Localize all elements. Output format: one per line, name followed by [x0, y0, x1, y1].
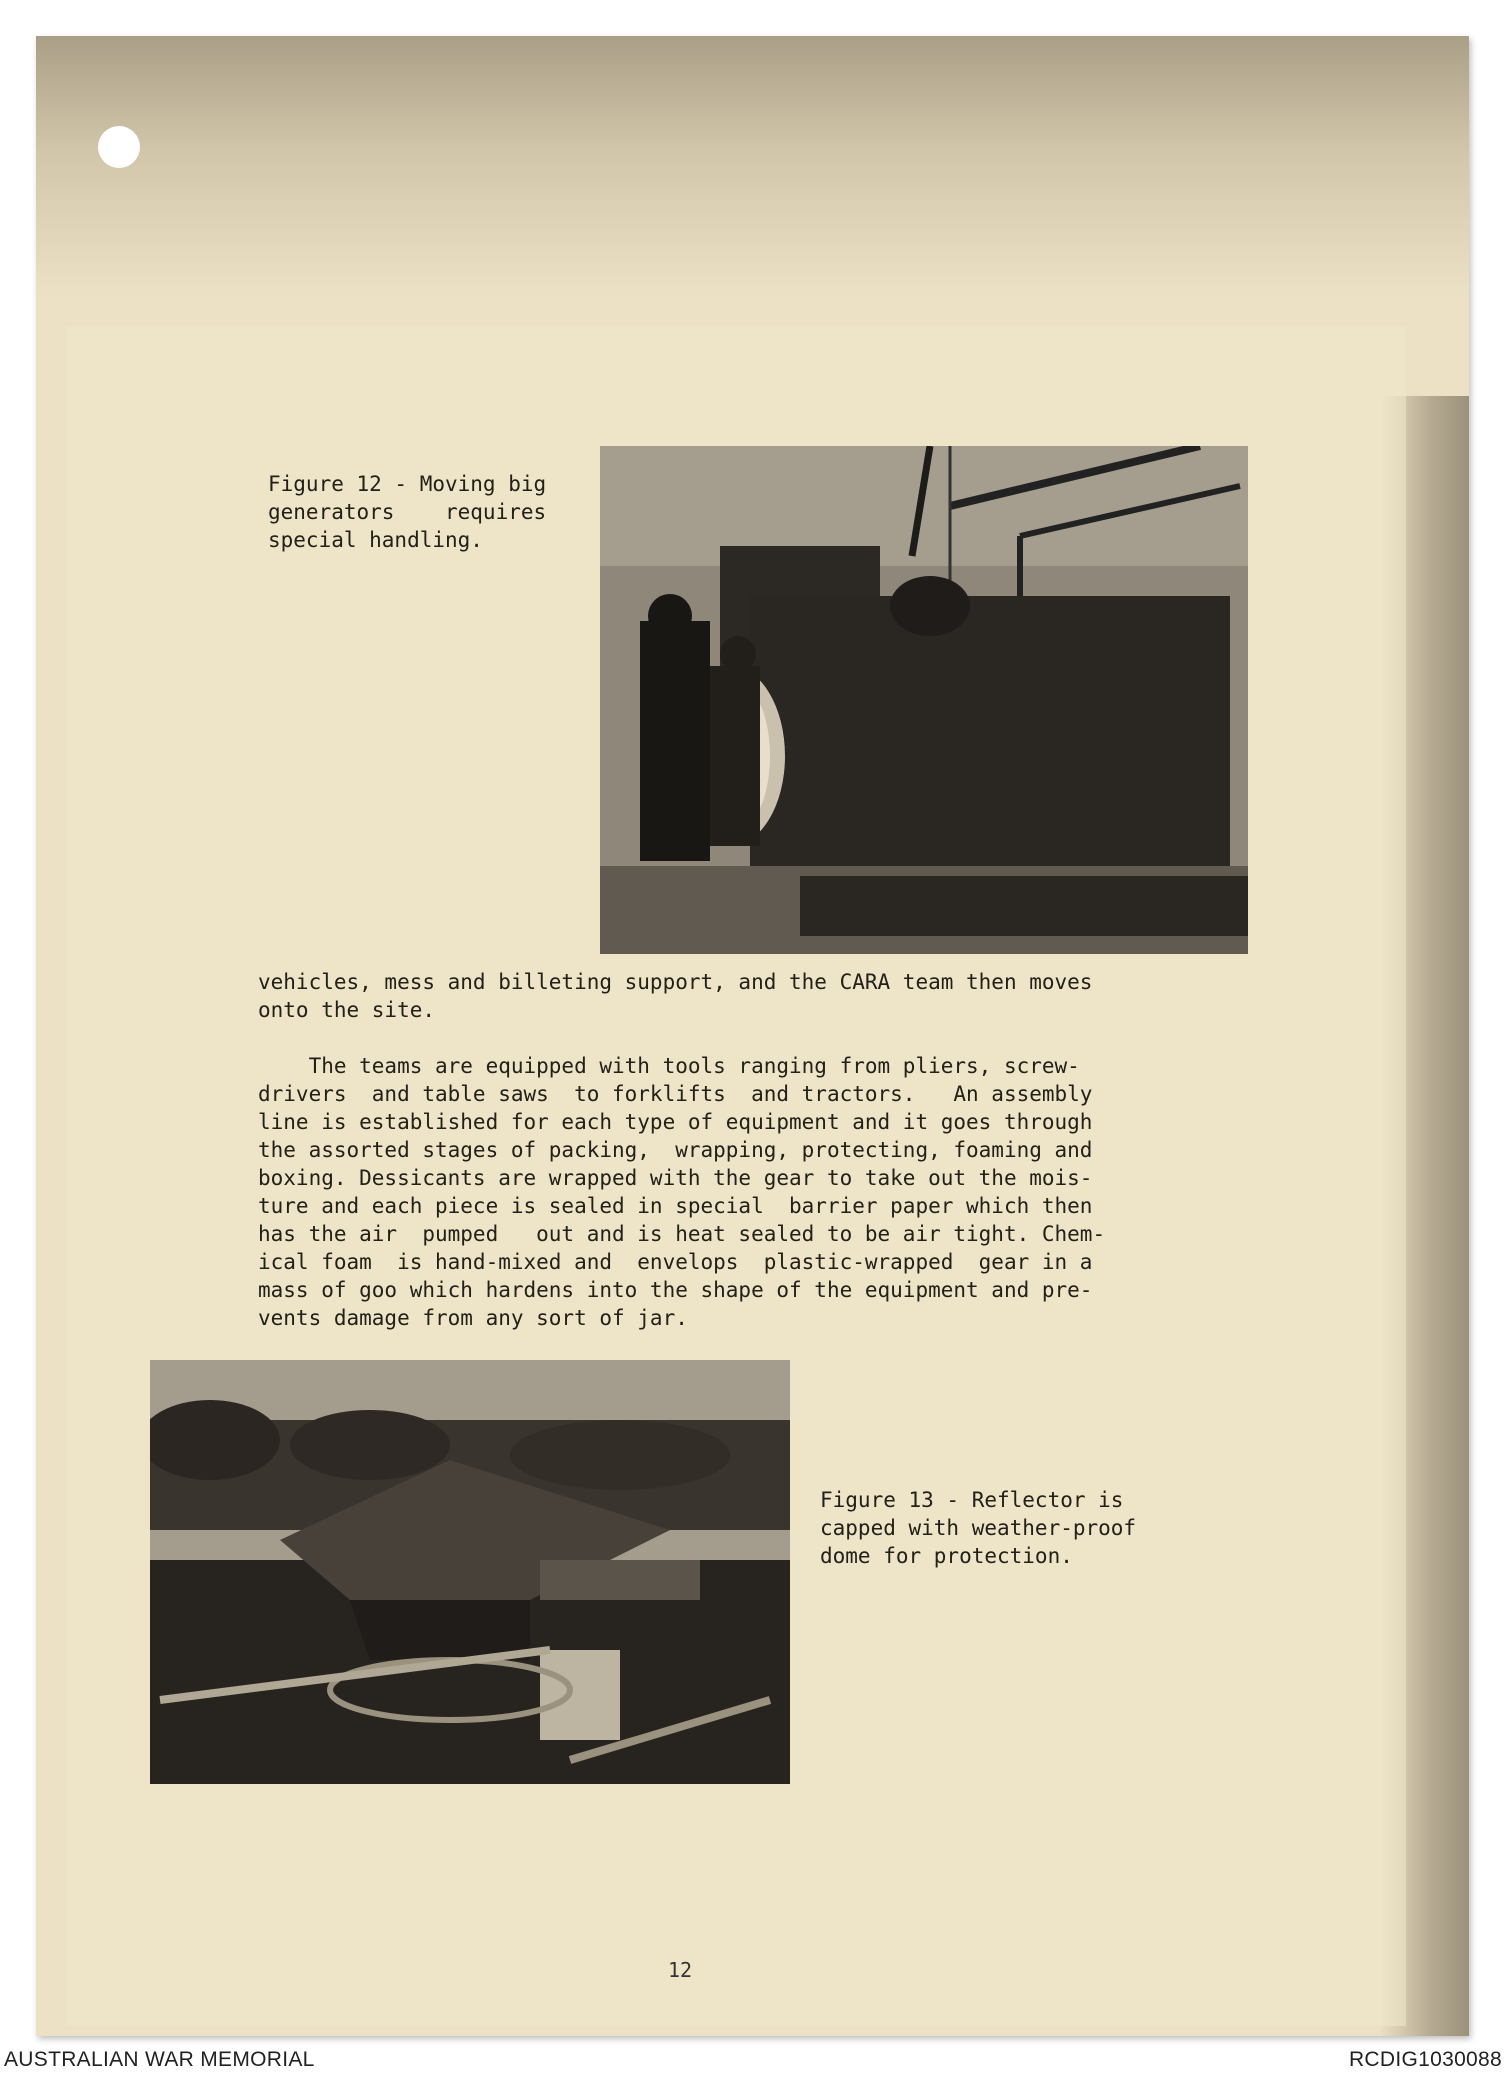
- figure-13-caption: Figure 13 - Reflector is capped with weather-proof dome for protection.: [820, 1488, 1137, 1568]
- figure-13-photo: [150, 1360, 790, 1784]
- figure-12-caption: Figure 12 - Moving big generators requires special handling.: [268, 472, 547, 552]
- top-stain: [36, 36, 1469, 296]
- body-paragraph-2: The teams are equipped with tools ranging from pliers, screw- drivers and table saws to forklifts and tractors. An assembly line is established for each type of equipment and it goes through the assorted stages of packing, wrapping, protecting, foaming and boxing. Dessicants are wrapped with the gear to take out the mois- ture and each piece is sealed in special barrier paper which then has the air pumped out and is heat sealed to be air tight. Chem- ical foam is hand-mixed and envelops plastic-wrapped gear in a mass of goo which hardens into the shape of the equipment and pre- vents damage from any sort of jar.: [258, 1054, 1106, 1330]
- footer-institution: AUSTRALIAN WAR MEMORIAL: [4, 2048, 315, 2071]
- punch-hole: [98, 126, 140, 168]
- page-number: 12: [668, 1958, 693, 1982]
- body-paragraph-1: vehicles, mess and billeting support, and the CARA team then moves onto the site.: [258, 970, 1093, 1022]
- footer-reference-id: RCDIG1030088: [1348, 2048, 1502, 2071]
- figure-12-photo: [600, 446, 1248, 954]
